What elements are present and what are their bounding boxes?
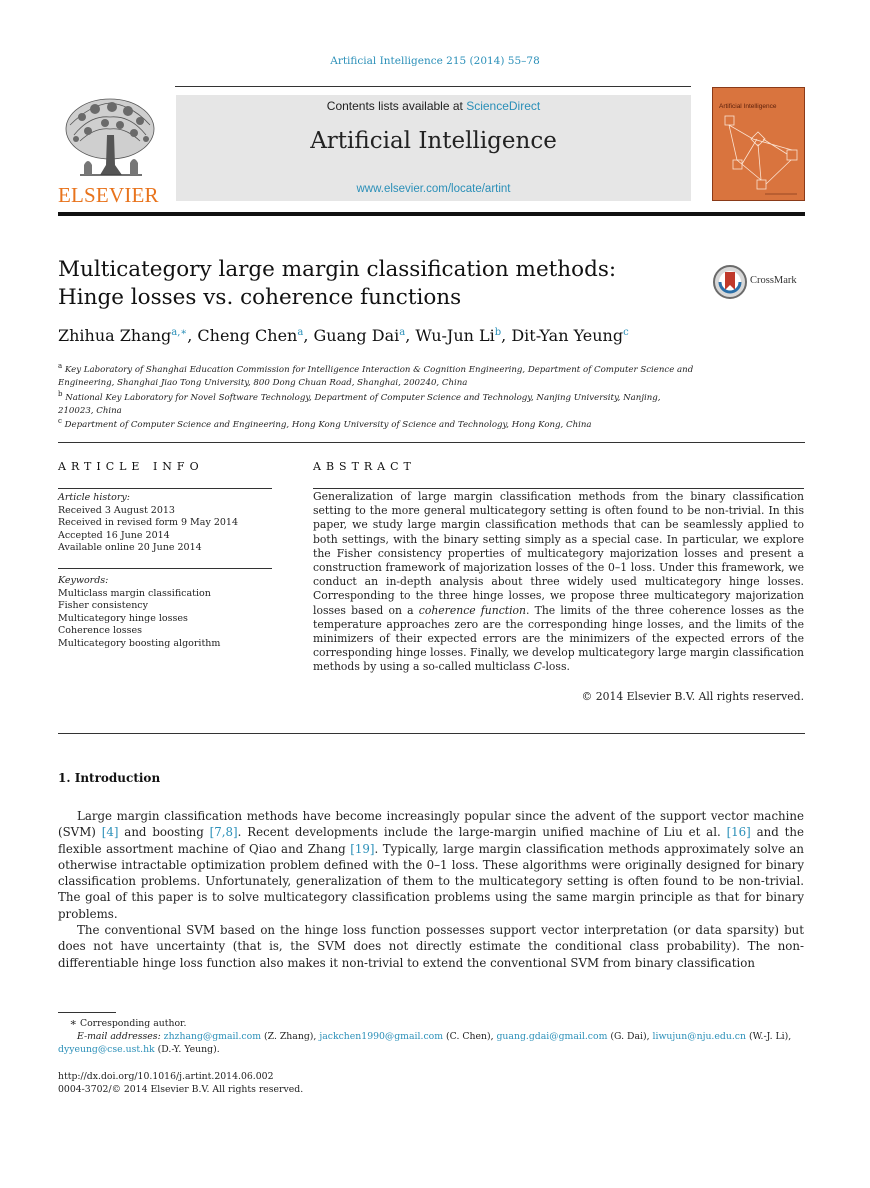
intro-text: Large margin classification methods have become increasingly popular since the advent of the support vector machine (SVM) [58, 809, 804, 840]
affiliation-mark: b [58, 390, 63, 398]
keyword-item: Multiclass margin classification [58, 587, 211, 599]
title-line-2: Hinge losses vs. coherence functions [58, 285, 462, 310]
author-name: Wu-Jun Li [415, 326, 495, 345]
elsevier-logo[interactable] [58, 95, 168, 207]
email-link[interactable]: liwujun@nju.edu.cn [652, 1031, 746, 1042]
email-link[interactable]: dyyeung@cse.ust.hk [58, 1044, 155, 1055]
issn-line: 0004-3702/© 2014 Elsevier B.V. All rights reserved. [58, 1084, 304, 1095]
keywords [58, 575, 272, 650]
email-link[interactable]: zhzhang@gmail.com [163, 1031, 262, 1042]
section-heading-introduction: 1. Introduction [58, 771, 161, 785]
abstract-part-3: -loss. [541, 660, 570, 674]
author-separator: , [501, 326, 512, 345]
author-affil-mark[interactable]: b [494, 327, 502, 338]
author-affil-mark[interactable]: c [623, 327, 629, 338]
abstract-italic-term: coherence function [418, 603, 527, 617]
history-online: Available online 20 June 2014 [58, 542, 202, 553]
affiliation-text: Department of Computer Science and Engineering, Hong Kong University of Science and Technology, Hong Kong, China [64, 419, 592, 430]
email-owner: (D.-Y. Yeung). [154, 1044, 220, 1055]
contents-prefix: Contents lists available at [326, 99, 467, 113]
abstract-divider [58, 733, 805, 734]
sciencedirect-link[interactable]: ScienceDirect [466, 99, 541, 113]
history-received: Received 3 August 2013 [58, 504, 175, 516]
author-name: Dit-Yan Yeung [511, 326, 624, 345]
abstract-copyright: © 2014 Elsevier B.V. All rights reserved. [581, 690, 804, 703]
keyword-item: Multicategory boosting algorithm [58, 637, 221, 649]
abstract-heading: ABSTRACT [313, 460, 416, 473]
author-yeung[interactable] [511, 326, 628, 345]
elsevier-wordmark: ELSEVIER [58, 183, 159, 207]
affiliation-text: National Key Laboratory for Novel Software Technology, Department of Computer Science and Technology, Nanjing University, Nanjing, 210023, China [58, 392, 661, 416]
abstract-rule [313, 488, 804, 489]
abstract-script-c: C [533, 660, 542, 674]
affiliation-mark: c [58, 417, 62, 425]
author-affil-mark[interactable]: a [297, 327, 304, 338]
intro-text: . Recent developments include the large-margin unified machine of Liu et al. [237, 825, 727, 840]
citation-link[interactable]: [4] [101, 825, 119, 840]
article-history [58, 492, 272, 555]
author-li[interactable] [415, 326, 501, 345]
journal-reference[interactable]: Artificial Intelligence 215 (2014) 55–78 [330, 55, 540, 67]
author-affil-mark[interactable]: a [399, 327, 406, 338]
intro-paragraph-2: The conventional SVM based on the hinge loss function possesses support vector interpretation (or data sparsity) but does not have uncertainty (that is, the SVM does not directly estimate the conditional class probability). The non-differentiable hinge loss function also makes it non-trivial to extend the conventional SVM from binary classification [58, 923, 804, 970]
journal-url-link[interactable]: www.elsevier.com/locate/artint [356, 183, 511, 195]
intro-body [58, 808, 804, 971]
intro-text: and the flexible assortment machine of Qiao and Zhang [58, 825, 804, 856]
affiliation-mark: a [58, 362, 63, 370]
author-name: Cheng Chen [197, 326, 298, 345]
abstract-text [313, 490, 804, 675]
history-revised: Received in revised form 9 May 2014 [58, 517, 239, 528]
footnote-rule [58, 1012, 116, 1013]
keywords-label: Keywords: [58, 575, 109, 586]
abstract-part-1: Generalization of large margin classification methods from the binary classification setting to the more general multicategory setting is often found to be non-trivial. In this paper, we study large margin classification methods that can be seamlessly applied to both settings, with the binary setting simply as a special case. In particular, we explore the Fisher consistency properties of multicategory majorization losses and present a construction framework of majorization losses of the 0–1 loss. Under this framework, we conduct an in-depth analysis about three widely used multicategory hinge losses. Corresponding to the three hinge losses, we propose three multicategory majorization losses based on a [313, 490, 804, 617]
author-list [58, 326, 629, 345]
footnote-star: ∗ [69, 1016, 77, 1029]
affiliation-divider [58, 442, 805, 443]
title-line-1: Multicategory large margin classification methods: [58, 257, 617, 282]
author-zhang[interactable] [58, 326, 187, 345]
email-label: E-mail addresses: [77, 1031, 161, 1042]
author-separator: , [303, 326, 314, 345]
keyword-item: Multicategory hinge losses [58, 612, 188, 624]
crossmark-badge[interactable] [712, 264, 807, 298]
keyword-item: Coherence losses [58, 625, 142, 636]
header-rule [175, 86, 691, 87]
doi-link[interactable]: http://dx.doi.org/10.1016/j.artint.2014.06.002 [58, 1071, 274, 1082]
email-owner: (C. Chen), [443, 1031, 497, 1042]
footnote-corresponding [58, 1016, 804, 1030]
history-accepted: Accepted 16 June 2014 [58, 529, 170, 541]
keywords-rule [58, 568, 272, 569]
keyword-item: Fisher consistency [58, 600, 148, 611]
author-affil-mark[interactable]: a,∗ [171, 327, 188, 338]
email-owner: (Z. Zhang), [261, 1031, 320, 1042]
email-owner: (G. Dai), [607, 1031, 653, 1042]
citation-link[interactable]: [7,8] [209, 825, 238, 840]
affiliation-a [58, 360, 698, 390]
author-chen[interactable] [197, 326, 303, 345]
journal-name: Artificial Intelligence [310, 128, 557, 154]
intro-paragraph-1 [58, 808, 804, 922]
article-info-heading: ARTICLE INFO [58, 460, 204, 473]
cover-title: Artificial Intelligence [719, 103, 777, 110]
article-info-rule [58, 488, 272, 489]
contents-line [176, 99, 691, 113]
abstract-part-2: . The limits of the three coherence losses as the temperature approaches zero are the corresponding hinge losses, and the limits of the minimizers of their expected errors are the minimizers of the expected errors of the corresponding hinge losses. Finally, we develop multicategory large margin classification methods by using a so-called multiclass [313, 603, 804, 674]
journal-banner [176, 95, 691, 201]
author-separator: , [187, 326, 198, 345]
header-divider [58, 212, 805, 216]
affiliation-text: Key Laboratory of Shanghai Education Commission for Intelligence Interaction & Cognition Engineering, Department of Computer Science and Engineering, Shanghai Jiao Tong University, 800 Dong Chuan Road, Shanghai, 200240, China [58, 364, 694, 388]
citation-link[interactable]: [16] [726, 825, 751, 840]
author-dai[interactable] [314, 326, 406, 345]
elsevier-tree-icon [60, 95, 160, 181]
intro-text: . Typically, large margin classification methods approximately solve an otherwise intractable optimization problem defined with the 0–1 loss. These algorithms were originally designed for binary classification problems. Unfortunately, generalization of them to the multicategory setting is often found to be non-trivial. The goal of this paper is to solve multicategory classification problems using the same margin principle as that for binary problems. [58, 841, 804, 921]
email-owner: (W.-J. Li), [745, 1031, 792, 1042]
crossmark-icon [712, 264, 748, 300]
history-label: Article history: [58, 492, 130, 503]
cover-graph-icon [713, 88, 804, 200]
intro-text: and boosting [118, 825, 210, 840]
footnote-emails [58, 1030, 804, 1056]
author-name: Zhihua Zhang [58, 326, 172, 345]
paper-title [58, 256, 698, 312]
author-name: Guang Dai [313, 326, 400, 345]
corresponding-author-label: Corresponding author. [79, 1018, 187, 1029]
email-link[interactable]: jackchen1990@gmail.com [319, 1031, 444, 1042]
email-link[interactable]: guang.gdai@gmail.com [496, 1031, 608, 1042]
crossmark-label: CrossMark [750, 275, 797, 286]
journal-cover-thumbnail[interactable] [712, 87, 805, 201]
affiliation-b [58, 388, 698, 418]
citation-link[interactable]: [19] [350, 841, 375, 856]
author-separator: , [405, 326, 416, 345]
affiliation-c [58, 415, 698, 432]
